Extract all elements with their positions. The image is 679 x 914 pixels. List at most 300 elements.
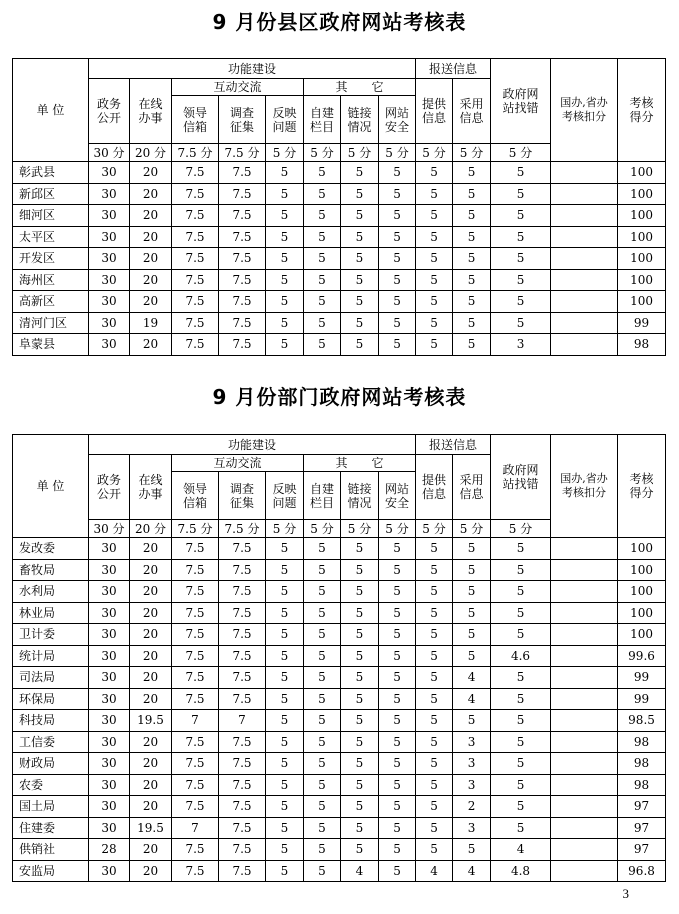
cell-survey: 7.5 (219, 796, 266, 818)
cell-self-column: 5 (304, 538, 341, 560)
cell-adopt-info: 5 (453, 334, 491, 356)
header-other: 其 它 (304, 455, 416, 472)
score-survey: 7.5 分 (219, 520, 266, 538)
cell-find-error: 5 (491, 624, 551, 646)
cell-unit: 环保局 (13, 688, 89, 710)
cell-leader-mailbox: 7.5 (172, 667, 219, 689)
cell-self-column: 5 (304, 817, 341, 839)
table-row (13, 753, 666, 775)
cell-self-column: 5 (304, 774, 341, 796)
cell-link-status: 5 (341, 226, 379, 248)
cell-leader-mailbox: 7.5 (172, 731, 219, 753)
cell-site-security: 5 (379, 624, 416, 646)
cell-national-deduction (551, 774, 618, 796)
cell-link-status: 5 (341, 291, 379, 313)
cell-online-service: 20 (130, 183, 172, 205)
cell-total-score: 100 (618, 581, 666, 603)
cell-leader-mailbox: 7.5 (172, 688, 219, 710)
cell-provide-info: 5 (416, 645, 453, 667)
score-online-service: 20 分 (130, 520, 172, 538)
cell-unit: 阜蒙县 (13, 334, 89, 356)
cell-find-error: 5 (491, 162, 551, 184)
table-row (13, 667, 666, 689)
cell-gov-affairs: 30 (89, 226, 130, 248)
header-online-service: 在线办事 (130, 455, 172, 520)
cell-adopt-info: 2 (453, 796, 491, 818)
cell-adopt-info: 3 (453, 753, 491, 775)
cell-adopt-info: 5 (453, 248, 491, 270)
cell-self-column: 5 (304, 710, 341, 732)
cell-online-service: 20 (130, 269, 172, 291)
cell-report-problem: 5 (266, 269, 304, 291)
cell-report-problem: 5 (266, 205, 304, 227)
header-find-error: 政府网站找错 (491, 59, 551, 144)
cell-provide-info: 5 (416, 753, 453, 775)
cell-national-deduction (551, 312, 618, 334)
cell-gov-affairs: 30 (89, 667, 130, 689)
cell-report-problem: 5 (266, 667, 304, 689)
county-table-title: 9 月份县区政府网站考核表 (212, 10, 467, 34)
cell-adopt-info: 3 (453, 774, 491, 796)
table-row (13, 248, 666, 270)
cell-adopt-info: 5 (453, 559, 491, 581)
cell-online-service: 20 (130, 226, 172, 248)
cell-site-security: 5 (379, 162, 416, 184)
cell-unit: 工信委 (13, 731, 89, 753)
cell-gov-affairs: 30 (89, 860, 130, 882)
header-provide-info: 提供信息 (416, 455, 453, 520)
cell-link-status: 5 (341, 839, 379, 861)
cell-survey: 7.5 (219, 817, 266, 839)
cell-self-column: 5 (304, 753, 341, 775)
cell-self-column: 5 (304, 162, 341, 184)
header-unit: 单 位 (13, 435, 89, 538)
score-online-service: 20 分 (130, 144, 172, 162)
cell-report-problem: 5 (266, 183, 304, 205)
table-row (13, 581, 666, 603)
department-assessment-table (12, 434, 666, 882)
cell-report-problem: 5 (266, 710, 304, 732)
cell-online-service: 20 (130, 291, 172, 313)
cell-survey: 7.5 (219, 269, 266, 291)
cell-gov-affairs: 30 (89, 796, 130, 818)
cell-leader-mailbox: 7.5 (172, 312, 219, 334)
cell-leader-mailbox: 7.5 (172, 226, 219, 248)
cell-online-service: 20 (130, 602, 172, 624)
cell-leader-mailbox: 7.5 (172, 559, 219, 581)
header-survey: 调查征集 (219, 472, 266, 520)
cell-leader-mailbox: 7.5 (172, 774, 219, 796)
table-row (13, 645, 666, 667)
cell-site-security: 5 (379, 269, 416, 291)
cell-link-status: 4 (341, 860, 379, 882)
cell-gov-affairs: 30 (89, 602, 130, 624)
cell-provide-info: 5 (416, 667, 453, 689)
cell-total-score: 98 (618, 731, 666, 753)
table-row (13, 183, 666, 205)
cell-site-security: 5 (379, 559, 416, 581)
cell-leader-mailbox: 7.5 (172, 796, 219, 818)
score-leader-mailbox: 7.5 分 (172, 144, 219, 162)
header-link-status: 链接情况 (341, 472, 379, 520)
cell-find-error: 5 (491, 559, 551, 581)
table-row (13, 731, 666, 753)
cell-adopt-info: 4 (453, 667, 491, 689)
cell-leader-mailbox: 7.5 (172, 538, 219, 560)
header-function-build: 功能建设 (89, 59, 416, 79)
score-adopt-info: 5 分 (453, 144, 491, 162)
cell-adopt-info: 5 (453, 839, 491, 861)
cell-total-score: 100 (618, 248, 666, 270)
cell-find-error: 5 (491, 817, 551, 839)
cell-provide-info: 5 (416, 624, 453, 646)
county-assessment-table (12, 58, 666, 356)
cell-leader-mailbox: 7.5 (172, 753, 219, 775)
cell-unit: 司法局 (13, 667, 89, 689)
cell-unit: 农委 (13, 774, 89, 796)
cell-survey: 7.5 (219, 162, 266, 184)
cell-total-score: 100 (618, 624, 666, 646)
header-provide-info: 提供信息 (416, 79, 453, 144)
cell-survey: 7.5 (219, 183, 266, 205)
cell-leader-mailbox: 7.5 (172, 334, 219, 356)
cell-gov-affairs: 30 (89, 183, 130, 205)
cell-leader-mailbox: 7.5 (172, 581, 219, 603)
cell-provide-info: 5 (416, 688, 453, 710)
cell-online-service: 20 (130, 860, 172, 882)
cell-self-column: 5 (304, 688, 341, 710)
header-report-info: 报送信息 (416, 59, 491, 79)
cell-adopt-info: 5 (453, 226, 491, 248)
cell-link-status: 5 (341, 581, 379, 603)
cell-self-column: 5 (304, 205, 341, 227)
cell-gov-affairs: 28 (89, 839, 130, 861)
cell-unit: 国土局 (13, 796, 89, 818)
cell-national-deduction (551, 839, 618, 861)
cell-site-security: 5 (379, 796, 416, 818)
cell-adopt-info: 5 (453, 581, 491, 603)
cell-total-score: 96.8 (618, 860, 666, 882)
cell-link-status: 5 (341, 753, 379, 775)
cell-find-error: 3 (491, 334, 551, 356)
cell-online-service: 19 (130, 312, 172, 334)
cell-survey: 7.5 (219, 581, 266, 603)
cell-adopt-info: 5 (453, 162, 491, 184)
header-total-score: 考核得分 (618, 435, 666, 538)
table-row (13, 839, 666, 861)
cell-adopt-info: 5 (453, 645, 491, 667)
cell-unit: 卫计委 (13, 624, 89, 646)
cell-report-problem: 5 (266, 624, 304, 646)
cell-gov-affairs: 30 (89, 817, 130, 839)
cell-total-score: 97 (618, 817, 666, 839)
cell-national-deduction (551, 667, 618, 689)
cell-report-problem: 5 (266, 602, 304, 624)
cell-provide-info: 5 (416, 796, 453, 818)
cell-survey: 7.5 (219, 860, 266, 882)
cell-adopt-info: 5 (453, 710, 491, 732)
cell-self-column: 5 (304, 731, 341, 753)
cell-total-score: 100 (618, 559, 666, 581)
table-row (13, 817, 666, 839)
cell-total-score: 100 (618, 205, 666, 227)
cell-total-score: 98.5 (618, 710, 666, 732)
header-adopt-info: 采用信息 (453, 455, 491, 520)
cell-gov-affairs: 30 (89, 645, 130, 667)
cell-leader-mailbox: 7.5 (172, 645, 219, 667)
cell-national-deduction (551, 248, 618, 270)
cell-national-deduction (551, 291, 618, 313)
cell-report-problem: 5 (266, 731, 304, 753)
cell-find-error: 4 (491, 839, 551, 861)
cell-leader-mailbox: 7.5 (172, 183, 219, 205)
cell-report-problem: 5 (266, 645, 304, 667)
header-national-deduction: 国办,省办考核扣分 (551, 435, 618, 538)
score-report-problem: 5 分 (266, 144, 304, 162)
cell-gov-affairs: 30 (89, 774, 130, 796)
cell-provide-info: 5 (416, 334, 453, 356)
header-self-column: 自建栏目 (304, 96, 341, 144)
cell-unit: 开发区 (13, 248, 89, 270)
cell-self-column: 5 (304, 645, 341, 667)
cell-find-error: 4.6 (491, 645, 551, 667)
cell-adopt-info: 5 (453, 183, 491, 205)
score-find-error: 5 分 (491, 520, 551, 538)
score-provide-info: 5 分 (416, 144, 453, 162)
cell-find-error: 4.8 (491, 860, 551, 882)
header-other: 其 它 (304, 79, 416, 96)
cell-unit: 彰武县 (13, 162, 89, 184)
cell-self-column: 5 (304, 559, 341, 581)
table-row (13, 559, 666, 581)
cell-national-deduction (551, 269, 618, 291)
cell-provide-info: 5 (416, 731, 453, 753)
cell-site-security: 5 (379, 774, 416, 796)
cell-leader-mailbox: 7 (172, 817, 219, 839)
cell-find-error: 5 (491, 602, 551, 624)
cell-online-service: 20 (130, 667, 172, 689)
cell-link-status: 5 (341, 710, 379, 732)
cell-find-error: 5 (491, 688, 551, 710)
cell-adopt-info: 5 (453, 312, 491, 334)
cell-survey: 7.5 (219, 753, 266, 775)
cell-site-security: 5 (379, 645, 416, 667)
cell-unit: 林业局 (13, 602, 89, 624)
cell-provide-info: 5 (416, 602, 453, 624)
cell-unit: 安监局 (13, 860, 89, 882)
cell-site-security: 5 (379, 710, 416, 732)
cell-unit: 财政局 (13, 753, 89, 775)
cell-report-problem: 5 (266, 226, 304, 248)
cell-link-status: 5 (341, 334, 379, 356)
cell-survey: 7.5 (219, 291, 266, 313)
cell-survey: 7.5 (219, 602, 266, 624)
table-row (13, 312, 666, 334)
cell-adopt-info: 3 (453, 817, 491, 839)
cell-report-problem: 5 (266, 312, 304, 334)
header-gov-affairs: 政务公开 (89, 79, 130, 144)
cell-total-score: 97 (618, 839, 666, 861)
header-unit: 单 位 (13, 59, 89, 162)
cell-unit: 太平区 (13, 226, 89, 248)
cell-self-column: 5 (304, 581, 341, 603)
cell-self-column: 5 (304, 860, 341, 882)
cell-online-service: 20 (130, 774, 172, 796)
cell-adopt-info: 5 (453, 291, 491, 313)
score-link-status: 5 分 (341, 144, 379, 162)
score-find-error: 5 分 (491, 144, 551, 162)
cell-gov-affairs: 30 (89, 248, 130, 270)
cell-gov-affairs: 30 (89, 731, 130, 753)
cell-adopt-info: 5 (453, 602, 491, 624)
cell-unit: 高新区 (13, 291, 89, 313)
cell-online-service: 20 (130, 688, 172, 710)
cell-online-service: 20 (130, 538, 172, 560)
cell-survey: 7.5 (219, 334, 266, 356)
cell-self-column: 5 (304, 667, 341, 689)
cell-self-column: 5 (304, 248, 341, 270)
cell-national-deduction (551, 205, 618, 227)
cell-site-security: 5 (379, 602, 416, 624)
cell-survey: 7 (219, 710, 266, 732)
cell-find-error: 5 (491, 183, 551, 205)
cell-online-service: 20 (130, 248, 172, 270)
cell-find-error: 5 (491, 731, 551, 753)
cell-national-deduction (551, 731, 618, 753)
cell-national-deduction (551, 559, 618, 581)
cell-provide-info: 5 (416, 291, 453, 313)
cell-total-score: 100 (618, 269, 666, 291)
cell-online-service: 20 (130, 205, 172, 227)
cell-leader-mailbox: 7.5 (172, 269, 219, 291)
cell-site-security: 5 (379, 291, 416, 313)
cell-find-error: 5 (491, 226, 551, 248)
cell-adopt-info: 5 (453, 205, 491, 227)
cell-online-service: 20 (130, 839, 172, 861)
cell-site-security: 5 (379, 753, 416, 775)
cell-gov-affairs: 30 (89, 581, 130, 603)
cell-leader-mailbox: 7.5 (172, 291, 219, 313)
cell-site-security: 5 (379, 731, 416, 753)
cell-national-deduction (551, 162, 618, 184)
cell-national-deduction (551, 624, 618, 646)
cell-national-deduction (551, 645, 618, 667)
cell-unit: 水利局 (13, 581, 89, 603)
score-provide-info: 5 分 (416, 520, 453, 538)
cell-total-score: 100 (618, 538, 666, 560)
cell-survey: 7.5 (219, 774, 266, 796)
cell-gov-affairs: 30 (89, 205, 130, 227)
cell-link-status: 5 (341, 817, 379, 839)
cell-link-status: 5 (341, 162, 379, 184)
cell-national-deduction (551, 817, 618, 839)
cell-report-problem: 5 (266, 559, 304, 581)
cell-site-security: 5 (379, 538, 416, 560)
cell-online-service: 20 (130, 334, 172, 356)
cell-online-service: 20 (130, 559, 172, 581)
cell-report-problem: 5 (266, 334, 304, 356)
cell-self-column: 5 (304, 226, 341, 248)
cell-link-status: 5 (341, 183, 379, 205)
table-row (13, 774, 666, 796)
cell-link-status: 5 (341, 667, 379, 689)
cell-link-status: 5 (341, 205, 379, 227)
cell-national-deduction (551, 796, 618, 818)
cell-link-status: 5 (341, 624, 379, 646)
cell-find-error: 5 (491, 774, 551, 796)
cell-adopt-info: 3 (453, 731, 491, 753)
cell-report-problem: 5 (266, 753, 304, 775)
header-report-problem: 反映问题 (266, 96, 304, 144)
cell-national-deduction (551, 183, 618, 205)
cell-find-error: 5 (491, 248, 551, 270)
cell-survey: 7.5 (219, 688, 266, 710)
cell-online-service: 19.5 (130, 817, 172, 839)
cell-site-security: 5 (379, 860, 416, 882)
score-self-column: 5 分 (304, 520, 341, 538)
cell-provide-info: 5 (416, 774, 453, 796)
header-survey: 调查征集 (219, 96, 266, 144)
cell-unit: 海州区 (13, 269, 89, 291)
cell-link-status: 5 (341, 312, 379, 334)
cell-total-score: 98 (618, 334, 666, 356)
cell-unit: 细河区 (13, 205, 89, 227)
cell-provide-info: 5 (416, 581, 453, 603)
cell-gov-affairs: 30 (89, 624, 130, 646)
cell-survey: 7.5 (219, 538, 266, 560)
cell-find-error: 5 (491, 205, 551, 227)
cell-provide-info: 5 (416, 226, 453, 248)
cell-site-security: 5 (379, 839, 416, 861)
cell-provide-info: 5 (416, 248, 453, 270)
cell-site-security: 5 (379, 688, 416, 710)
cell-self-column: 5 (304, 334, 341, 356)
cell-link-status: 5 (341, 269, 379, 291)
cell-unit: 清河门区 (13, 312, 89, 334)
cell-report-problem: 5 (266, 774, 304, 796)
header-national-deduction: 国办,省办考核扣分 (551, 59, 618, 162)
cell-total-score: 99.6 (618, 645, 666, 667)
cell-link-status: 5 (341, 796, 379, 818)
score-report-problem: 5 分 (266, 520, 304, 538)
cell-gov-affairs: 30 (89, 334, 130, 356)
cell-unit: 新邱区 (13, 183, 89, 205)
cell-total-score: 100 (618, 183, 666, 205)
cell-survey: 7.5 (219, 667, 266, 689)
cell-national-deduction (551, 860, 618, 882)
cell-adopt-info: 5 (453, 269, 491, 291)
cell-find-error: 5 (491, 581, 551, 603)
cell-link-status: 5 (341, 602, 379, 624)
table-row (13, 602, 666, 624)
table-row (13, 710, 666, 732)
score-link-status: 5 分 (341, 520, 379, 538)
header-report-problem: 反映问题 (266, 472, 304, 520)
cell-provide-info: 5 (416, 559, 453, 581)
cell-total-score: 99 (618, 667, 666, 689)
header-adopt-info: 采用信息 (453, 79, 491, 144)
table-row (13, 538, 666, 560)
cell-self-column: 5 (304, 839, 341, 861)
cell-online-service: 20 (130, 645, 172, 667)
cell-gov-affairs: 30 (89, 559, 130, 581)
cell-survey: 7.5 (219, 248, 266, 270)
cell-unit: 住建委 (13, 817, 89, 839)
cell-link-status: 5 (341, 774, 379, 796)
cell-self-column: 5 (304, 269, 341, 291)
cell-site-security: 5 (379, 248, 416, 270)
table-row (13, 205, 666, 227)
